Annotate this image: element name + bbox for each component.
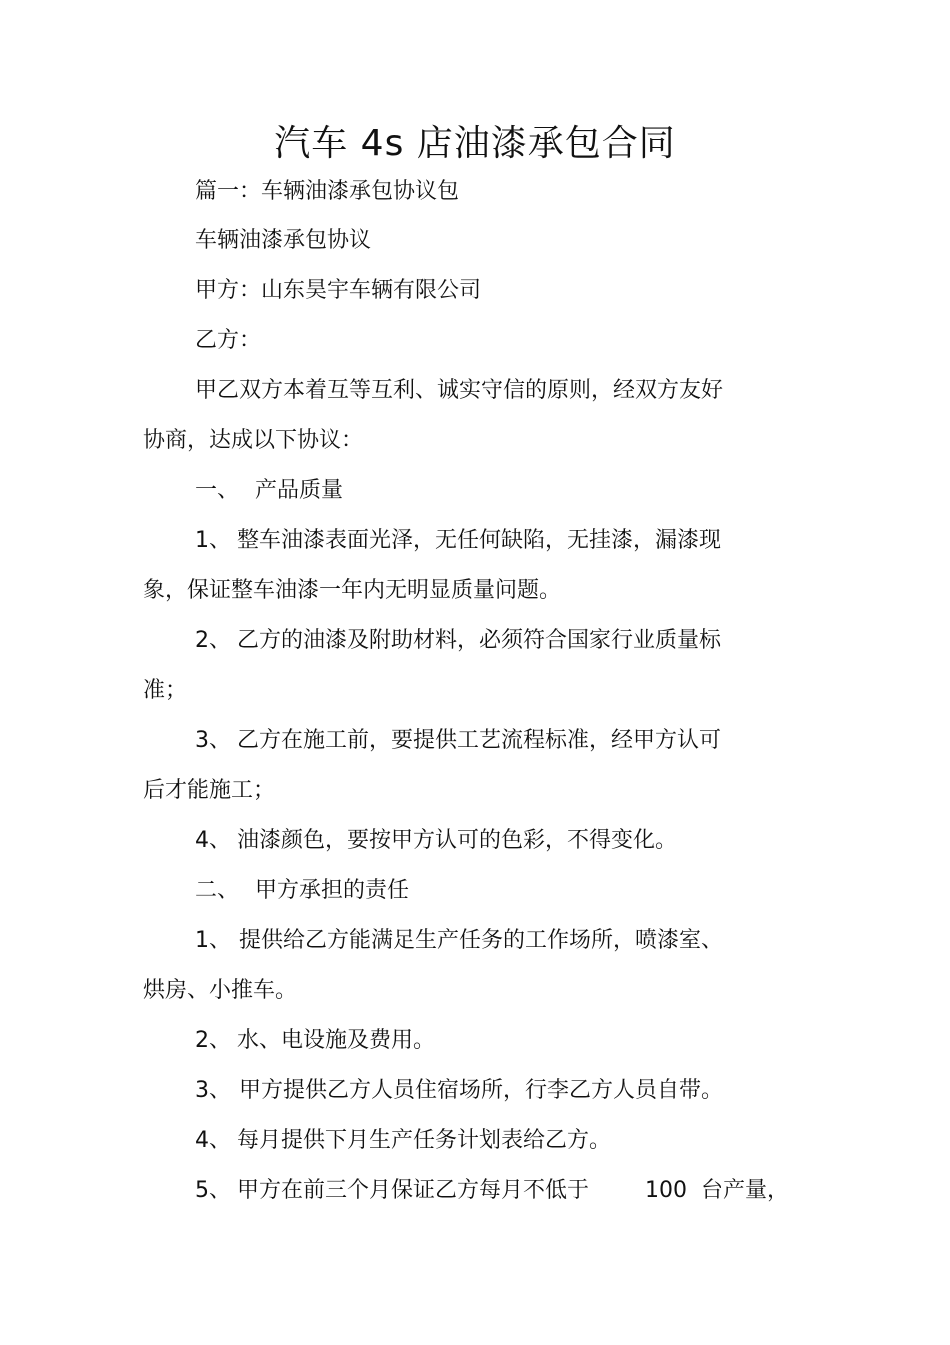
item-number: 4、	[195, 1128, 231, 1153]
item-number: 1、	[195, 528, 231, 553]
list-item	[195, 1125, 611, 1157]
item-text: 乙方在施工前，要提供工艺流程标准，经甲方认可	[237, 728, 722, 753]
intro-paragraph-line-2: 协商，达成以下协议：	[143, 428, 364, 453]
clause-title: 甲方承担的责任	[255, 878, 410, 903]
clause-number: 一、	[195, 478, 240, 503]
list-item-continuation: 后才能施工；	[143, 778, 276, 803]
item-text: 油漆颜色，要按甲方认可的色彩，不得变化。	[237, 828, 678, 853]
item-text: 每月提供下月生产任务计划表给乙方。	[237, 1128, 612, 1153]
list-item-continuation: 象，保证整车油漆一年内无明显质量问题。	[143, 578, 562, 603]
item-number: 2、	[195, 1028, 231, 1053]
item-number: 2、	[195, 628, 231, 653]
item-number: 3、	[195, 728, 231, 753]
clause-1-heading	[195, 475, 343, 507]
item-number: 5、	[195, 1178, 231, 1203]
clause-2-heading	[195, 875, 409, 907]
list-item-continuation: 烘房、小推车。	[143, 978, 298, 1003]
party-a: 甲方：山东昊宇车辆有限公司	[195, 278, 482, 303]
item-text-suffix: 台产量，	[701, 1178, 790, 1203]
production-quantity: 100	[645, 1178, 688, 1203]
intro-paragraph-line-1: 甲乙双方本着互等互利、诚实守信的原则，经双方友好	[195, 378, 724, 403]
item-number: 1、	[195, 928, 231, 953]
item-text: 乙方的油漆及附助材料，必须符合国家行业质量标	[237, 628, 722, 653]
list-item	[195, 1075, 723, 1107]
item-text: 水、电设施及费用。	[237, 1028, 436, 1053]
party-b: 乙方：	[195, 328, 262, 353]
clause-title: 产品质量	[255, 478, 344, 503]
document-title: 汽车 4s 店油漆承包合同	[274, 123, 676, 164]
list-item	[195, 725, 721, 757]
item-number: 4、	[195, 828, 231, 853]
list-item	[195, 625, 721, 657]
list-item	[195, 825, 677, 857]
list-item	[195, 925, 723, 957]
item-text: 提供给乙方能满足生产任务的工作场所，喷漆室、	[239, 928, 724, 953]
item-text: 甲方提供乙方人员住宿场所，行李乙方人员自带。	[239, 1078, 724, 1103]
item-text: 甲方在前三个月保证乙方每月不低于	[237, 1178, 590, 1203]
list-item-continuation: 准；	[143, 678, 188, 703]
clause-number: 二、	[195, 878, 240, 903]
item-number: 3、	[195, 1078, 231, 1103]
item-text: 整车油漆表面光泽，无任何缺陷，无挂漆，漏漆现	[237, 528, 722, 553]
list-item	[195, 525, 721, 557]
list-item	[195, 1025, 435, 1057]
section-heading: 篇一：车辆油漆承包协议包	[195, 179, 460, 204]
list-item	[195, 1175, 789, 1207]
agreement-name: 车辆油漆承包协议	[195, 228, 372, 253]
